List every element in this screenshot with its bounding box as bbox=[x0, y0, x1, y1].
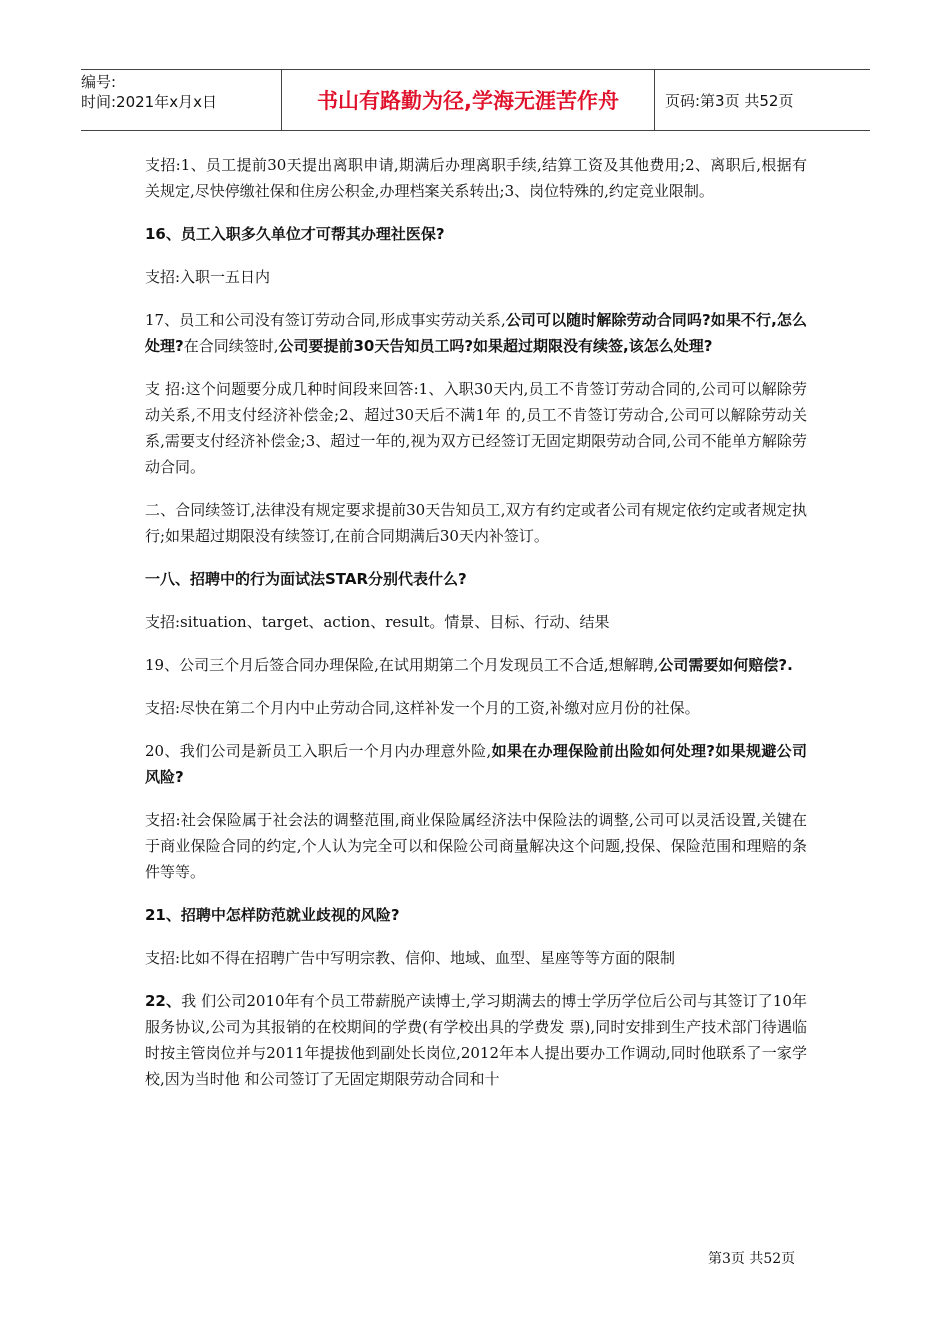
document-number-label: 编号: bbox=[81, 73, 117, 91]
question-20 bbox=[145, 738, 807, 790]
document-date-label: 时间:2021年x月x日 bbox=[81, 93, 217, 111]
question-19-bold: 公司需要如何赔偿?. bbox=[658, 656, 793, 674]
document-body bbox=[145, 152, 807, 1109]
question-17-part: 17、员工和公司没有签订劳动合同,形成事实劳动关系, bbox=[145, 311, 506, 329]
answer-18: 支招:situation、target、action、result。情景、目标、行动、结果 bbox=[145, 613, 610, 631]
question-17-bold: 公司可以随时解除劳动合同吗?如果不行,怎么处理? bbox=[145, 311, 807, 355]
answer-17-part-2: 二、合同续签订,法律没有规定要求提前30天告知员工,双方有约定或者公司有规定依约定或者规定执行;如果超过期限没有续签订,在前合同期满后30天内补签订。 bbox=[145, 501, 807, 545]
question-20-bold: 如果在办理保险前出险如何处理?如果规避公司风险? bbox=[145, 742, 807, 786]
question-17-part: 在合同续签时, bbox=[183, 337, 279, 355]
question-19-part: 19、公司三个月后签合同办理保险,在试用期第二个月发现员工不合适,想解聘, bbox=[145, 656, 659, 674]
question-22-number: 22、 bbox=[145, 992, 182, 1010]
question-18: 一八、招聘中的行为面试法STAR分别代表什么? bbox=[145, 570, 467, 588]
header-page-number: 页码:第3页 共52页 bbox=[665, 91, 794, 110]
question-20-part: 20、我们公司是新员工入职后一个月内办理意外险, bbox=[145, 742, 492, 760]
page-footer: 第3页 共52页 bbox=[708, 1251, 796, 1267]
question-17-bold: 公司要提前30天告知员工吗?如果超过期限没有续签,该怎么处理? bbox=[278, 337, 713, 355]
answer-paragraph: 支招:1、员工提前30天提出离职申请,期满后办理离职手续,结算工资及其他费用;2、离职后,根据有关规定,尽快停缴社保和住房公积金,办理档案关系转出;3、岗位特殊的,约定竞业限制。 bbox=[145, 156, 807, 200]
question-22 bbox=[145, 988, 807, 1092]
answer-21: 支招:比如不得在招聘广告中写明宗教、信仰、地域、血型、星座等等方面的限制 bbox=[145, 949, 676, 967]
question-16: 16、员工入职多久单位才可帮其办理社医保? bbox=[145, 225, 445, 243]
question-17 bbox=[145, 307, 807, 359]
header-motto: 书山有路勤为径,学海无涯苦作舟 bbox=[281, 70, 655, 130]
answer-16: 支招:入职一五日内 bbox=[145, 268, 271, 286]
question-19 bbox=[145, 652, 807, 678]
page-header bbox=[81, 69, 870, 131]
question-22-text: 我 们公司2010年有个员工带薪脱产读博士,学习期满去的博士学历学位后公司与其签订了10年服务协议,公司为其报销的在校期间的学费(有学校出具的学费发 票),同时安排到生产技术部门待遇临时按主管岗位并与2011年提拔他到副处长岗位,2012年本人提出要办工作调动,同时他联系了一家学校,因为当时他 和公司签订了无固定期限劳动合同和十 bbox=[145, 992, 808, 1088]
answer-20: 支招:社会保险属于社会法的调整范围,商业保险属经济法中保险法的调整,公司可以灵活设置,关键在于商业保险合同的约定,个人认为完全可以和保险公司商量解决这个问题,投保、保险范围和理赔的条件等等。 bbox=[145, 811, 807, 881]
header-meta bbox=[81, 70, 281, 130]
question-21: 21、招聘中怎样防范就业歧视的风险? bbox=[145, 906, 400, 924]
answer-19: 支招:尽快在第二个月内中止劳动合同,这样补发一个月的工资,补缴对应月份的社保。 bbox=[145, 699, 700, 717]
answer-17-part-1: 支 招:这个问题要分成几种时间段来回答:1、入职30天内,员工不肯签订劳动合同的,公司可以解除劳动关系,不用支付经济补偿金;2、超过30天后不满1年 的,员工不肯签订劳动合,公司可以解除劳动关系,需要支付经济补偿金;3、超过一年的,视为双方已经签订无固定期限劳动合同,公司不能单方解除劳动合同。 bbox=[145, 380, 807, 476]
